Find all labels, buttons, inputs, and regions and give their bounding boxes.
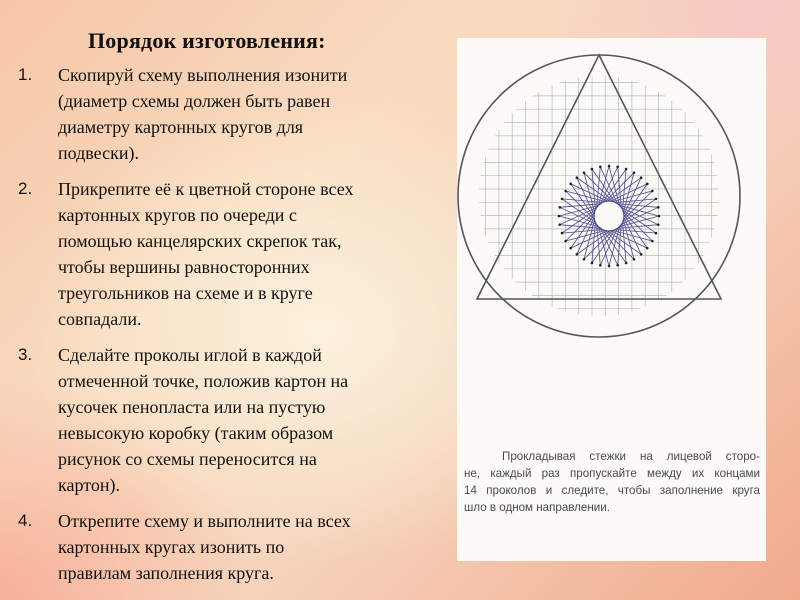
step-number: 1. (18, 65, 33, 84)
puncture-point (576, 176, 579, 179)
puncture-point (561, 232, 564, 235)
puncture-point (564, 190, 567, 193)
puncture-point (608, 265, 611, 268)
grid-pattern (457, 56, 757, 338)
step-text (58, 176, 353, 332)
puncture-point (564, 240, 567, 243)
step-line: Скопируй схему выполнения изонити (58, 65, 348, 85)
caption-line: 14 проколов и следите, чтобы заполнение круга (464, 484, 760, 497)
caption-line: Прокладывая стежки на лицевой сторо- (502, 450, 760, 463)
puncture-point (646, 183, 649, 186)
puncture-point (576, 253, 579, 256)
figure-caption (464, 448, 760, 516)
step-number: 2. (18, 179, 33, 198)
step-number: 4. (18, 511, 33, 530)
puncture-point (608, 165, 611, 168)
puncture-point (569, 247, 572, 250)
puncture-point (655, 198, 658, 201)
puncture-point (646, 247, 649, 250)
puncture-point (633, 171, 636, 174)
puncture-point (591, 168, 594, 171)
step-text (58, 62, 347, 166)
caption-line: шло в одном направлении. (464, 501, 610, 514)
puncture-point (616, 165, 619, 168)
caption-line: не, каждый раз пропускайте между их концами (464, 467, 760, 480)
puncture-point (599, 165, 602, 168)
puncture-point (561, 198, 564, 201)
step-line: совпадали. (58, 309, 142, 329)
step-text (58, 342, 348, 498)
step-number: 3. (18, 345, 33, 364)
step-line: помощью канцелярских скрепок так, (58, 231, 342, 251)
puncture-point (558, 215, 561, 218)
puncture-point (616, 264, 619, 267)
step-text (58, 508, 351, 586)
step-line: картонных кругах изонить по (58, 537, 285, 557)
center-hole (594, 201, 624, 231)
puncture-point (625, 262, 628, 265)
step-line: Сделайте проколы иглой в каждой (58, 345, 322, 365)
puncture-point (657, 223, 660, 226)
puncture-point (558, 223, 561, 226)
step-line: (диаметр схемы должен быть равен (58, 91, 331, 111)
puncture-point (655, 232, 658, 235)
step-item (18, 176, 430, 332)
slide-title: Порядок изготовления: (88, 28, 326, 53)
step-item (18, 62, 430, 166)
puncture-point (558, 206, 561, 209)
puncture-point (651, 240, 654, 243)
step-line: диаметру картонных кругов для (58, 117, 304, 137)
step-item (18, 508, 430, 586)
step-line: отмеченной точке, положив картон на (58, 371, 349, 391)
puncture-point (583, 171, 586, 174)
step-item (18, 342, 430, 498)
equilateral-triangle (477, 55, 721, 299)
steps-list (18, 62, 430, 596)
puncture-point (569, 183, 572, 186)
step-line: чтобы вершины равносторонних (58, 257, 310, 277)
puncture-point (583, 258, 586, 261)
puncture-point (658, 215, 661, 218)
step-line: подвески). (58, 143, 139, 163)
puncture-point (591, 262, 594, 265)
puncture-point (657, 206, 660, 209)
step-line: рисунок со схемы переносится на (58, 449, 317, 469)
step-line: невысокую коробку (таким образом (58, 423, 334, 443)
step-line: правилам заполнения круга. (58, 563, 274, 583)
puncture-point (651, 190, 654, 193)
step-line: Открепите схему и выполните на всех (58, 511, 351, 531)
step-line: Прикрепите её к цветной стороне всех (58, 179, 354, 199)
puncture-point (633, 258, 636, 261)
outer-circle (458, 55, 740, 337)
step-line: треугольников на схеме и в круге (58, 283, 313, 303)
puncture-point (640, 253, 643, 256)
puncture-point (640, 176, 643, 179)
puncture-point (625, 168, 628, 171)
puncture-point (599, 264, 602, 267)
step-line: кусочек пенопласта или на пустую (58, 397, 326, 417)
step-line: картон). (58, 475, 120, 495)
step-line: картонных кругов по очереди с (58, 205, 297, 225)
